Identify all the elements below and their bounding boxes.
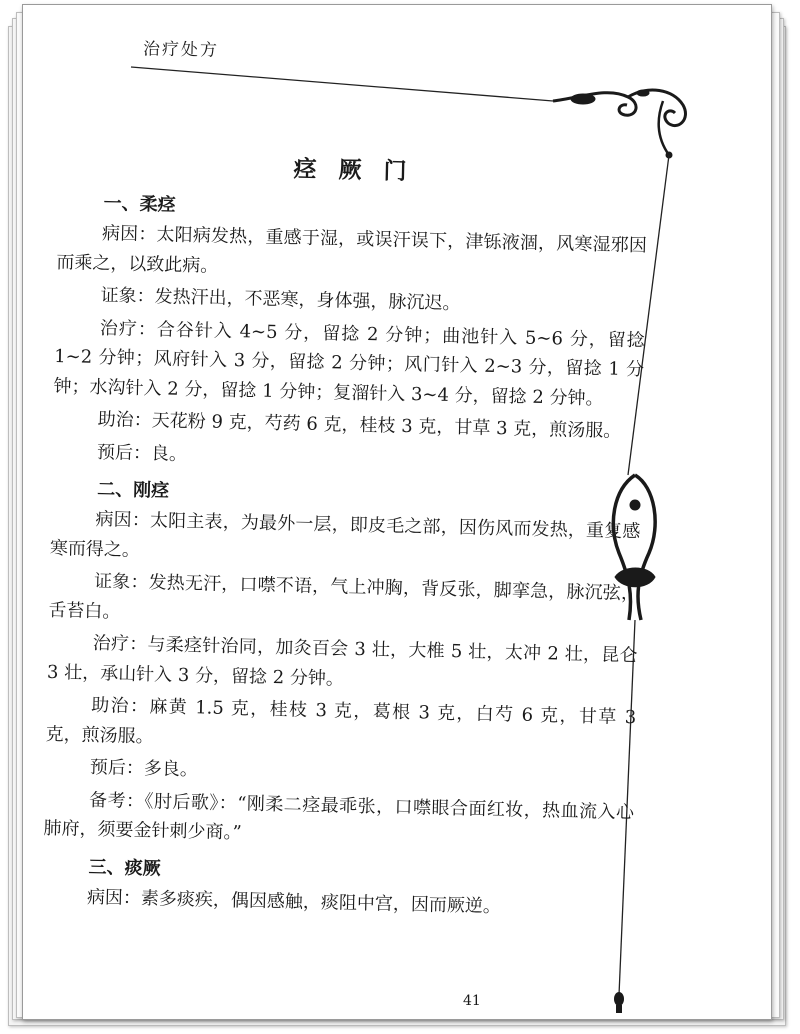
paragraph: 预后：多良。 — [89, 756, 199, 781]
section — [43, 474, 641, 857]
paragraph: 助治：天花粉 9 克，芍药 6 克，桂枝 3 克，甘草 3 克，煎汤服。 — [97, 408, 622, 442]
corner-flourish-icon — [553, 90, 685, 158]
paragraph: 证象：发热无汗，口噤不语，气上冲胸，背反张，脚挛急，脉沉弦，舌苔白。 — [48, 570, 640, 623]
running-head: 治疗处方 — [142, 39, 220, 61]
section-heading: 三、痰厥 — [88, 856, 161, 879]
paragraph: 治疗：合谷针入 4~5 分，留捻 2 分钟；曲池针入 5~6 分，留捻 1~2 分钟；风府针入 3 分，留捻 2 分钟；风门针入 2~3 分，留捻 1 分钟；水沟针入 2 分，留捻 1 分钟；复溜针入 3~4 分，留捻 2 分钟。 — [53, 317, 645, 409]
paragraph: 备考：《肘后歌》：“刚柔二痉最乖张，口噤眼合面红妆，热血流入心肺府，须要金针刺少商。” — [43, 789, 635, 844]
page-number: 41 — [463, 993, 481, 1009]
section — [52, 188, 648, 479]
section-heading: 二、刚痉 — [96, 478, 170, 502]
page-content — [42, 145, 649, 927]
section-heading: 一、柔痉 — [103, 193, 176, 216]
paragraph: 病因：太阳病发热，重感于湿，或误汗误下，津铄液涸，风寒湿邪因而乘之，以致此病。 — [56, 223, 648, 277]
bottom-tassel-icon — [614, 992, 624, 1013]
paragraph: 病因：太阳主表，为最外一层，即皮毛之部，因伤风而发热，重复感寒而得之。 — [49, 508, 641, 561]
paragraph: 预后：良。 — [96, 441, 188, 465]
paragraph: 助治：麻黄 1.5 克，桂枝 3 克，葛根 3 克，白芍 6 克，甘草 3 克，煎汤服。 — [45, 694, 637, 747]
paragraph: 证象：发热汗出，不恶寒，身体强，脉沉迟。 — [100, 284, 461, 315]
paragraph: 病因：素多痰疾，偶因感触，痰阻中宫，因而厥逆。 — [86, 886, 502, 917]
book-page — [22, 4, 772, 1020]
paragraph: 治疗：与柔痉针治同，加灸百会 3 壮，大椎 5 壮，太冲 2 壮，昆仑 3 壮，承山针入 3 分，留捻 2 分钟。 — [46, 632, 638, 690]
section — [42, 851, 633, 924]
header-rule — [131, 67, 553, 101]
chapter-title: 痉 厥 门 — [293, 155, 414, 186]
